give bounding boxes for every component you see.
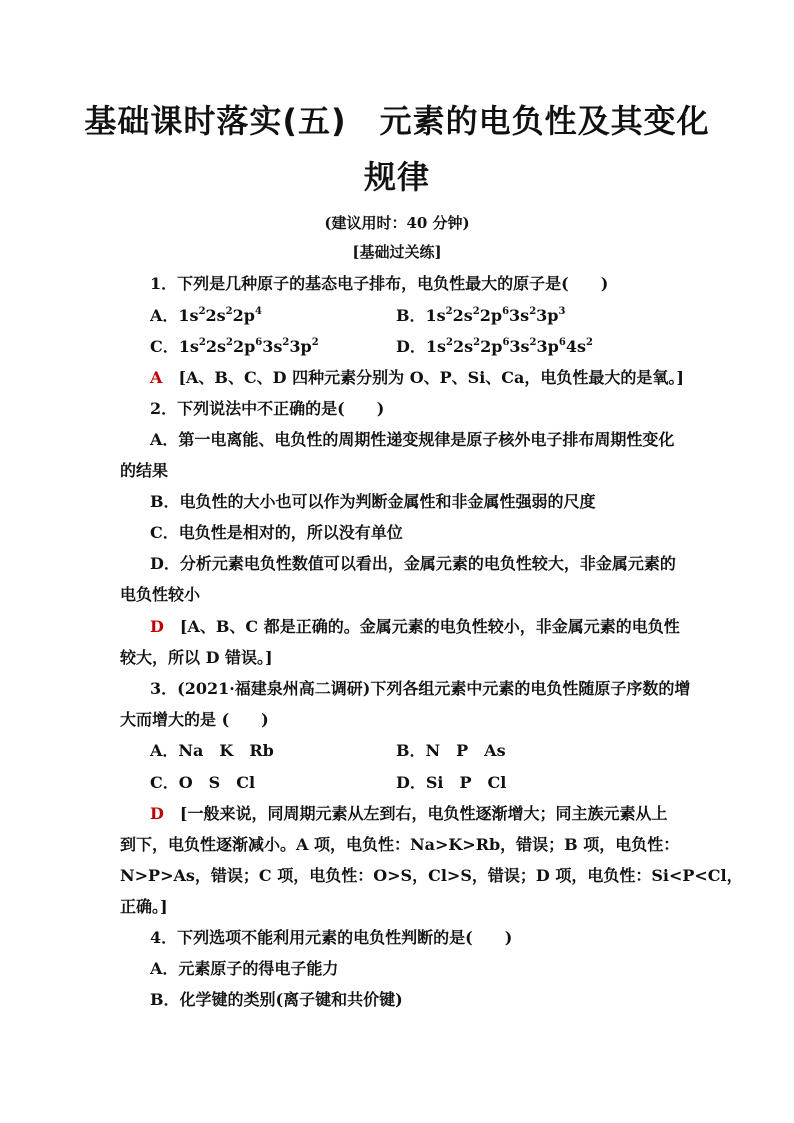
q1-option-a: A．$1s^22s^22p^4$ [150, 305, 262, 325]
q3-stem-line2: 大而增大的是 ( ) [120, 710, 269, 729]
q1-option-b-label: B． [396, 306, 426, 325]
q2-answer-line [150, 617, 680, 637]
section-heading: [基础过关练] [352, 243, 442, 261]
q4-stem: 4．下列选项不能利用元素的电负性判断的是( ) [150, 928, 513, 947]
q1-answer: A [150, 368, 163, 387]
q4-option-a: A．元素原子的得电子能力 [150, 959, 339, 978]
q3-option-b: B．N P As [396, 741, 506, 760]
q3-option-d: D．Si P Cl [396, 773, 507, 792]
q1-option-c-label: C． [150, 337, 179, 356]
q4-option-b: B．化学键的类别(离子键和共价键) [150, 990, 403, 1009]
q2-stem: 2．下列说法中不正确的是( ) [150, 399, 385, 418]
q1-explanation: [A、B、C、D 四种元素分别为 O、P、Si、Ca，电负性最大的是氧。] [178, 368, 684, 387]
q2-option-c: C．电负性是相对的，所以没有单位 [150, 523, 403, 542]
q2-option-b: B．电负性的大小也可以作为判断金属性和非金属性强弱的尺度 [150, 492, 596, 511]
q2-option-d-line1: D．分析元素电负性数值可以看出，金属元素的电负性较大，非金属元素的 [150, 554, 676, 573]
q1-option-a-label: A． [150, 306, 179, 325]
q3-stem-line1: 3．(2021·福建泉州高二调研)下列各组元素中元素的电负性随原子序数的增 [150, 679, 691, 698]
q3-explanation-line2: 到下，电负性逐渐减小。A 项，电负性：Na>K>Rb，错误；B 项，电负性： [120, 835, 680, 854]
q3-option-a: A．Na K Rb [150, 741, 274, 760]
q2-option-a-line2: 的结果 [120, 461, 169, 480]
document-title-line1: 基础课时落实(五) 元素的电负性及其变化 [84, 102, 710, 140]
q2-answer: D [150, 617, 164, 636]
q3-answer-line [150, 804, 667, 824]
q2-option-a-line1: A．第一电离能、电负性的周期性递变规律是原子核外电子排布周期性变化 [150, 430, 675, 449]
q3-explanation-line1: [一般来说，同周期元素从左到右，电负性逐渐增大；同主族元素从上 [179, 804, 668, 823]
q1-stem: 1．下列是几种原子的基态电子排布，电负性最大的原子是( ) [150, 274, 609, 293]
q2-explanation-line2: 较大，所以 D 错误。] [120, 648, 273, 667]
q2-option-d-line2: 电负性较小 [120, 585, 201, 604]
q1-option-d: D．$1s^22s^22p^63s^23p^64s^2$ [396, 336, 593, 356]
document-title-line2: 规律 [363, 158, 430, 196]
q2-explanation-line1: [A、B、C 都是正确的。金属元素的电负性较小，非金属元素的电负性 [179, 617, 680, 636]
q3-explanation-line3: N>P>As，错误；C 项，电负性：O>S，Cl>S，错误；D 项，电负性：Si<P<Cl， [120, 866, 743, 885]
q1-answer-line [150, 368, 684, 388]
q3-explanation-line4: 正确。] [120, 897, 168, 916]
suggested-time: (建议用时：40 分钟) [324, 214, 470, 232]
q3-answer: D [150, 804, 164, 823]
q3-option-c: C．O S Cl [150, 773, 256, 792]
q1-option-c: C．$1s^22s^22p^63s^23p^2$ [150, 336, 319, 356]
q1-option-b: B．$1s^22s^22p^63s^23p^3$ [396, 305, 566, 325]
q1-option-d-label: D． [396, 337, 426, 356]
